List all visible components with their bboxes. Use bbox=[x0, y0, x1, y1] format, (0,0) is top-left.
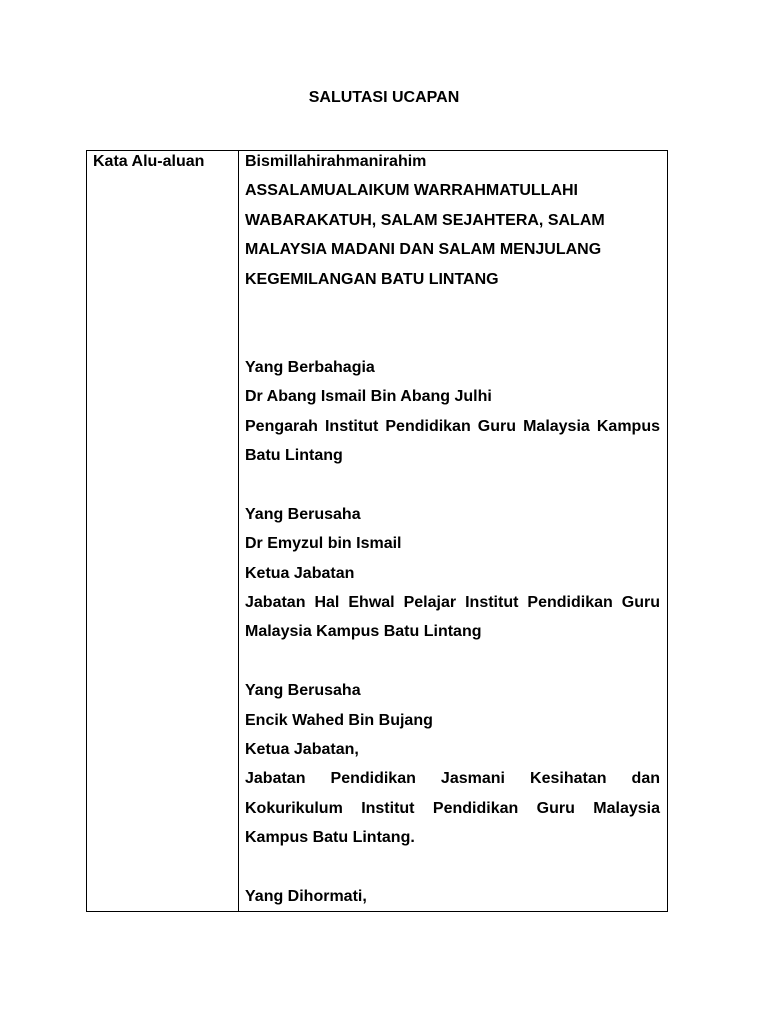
guest1-honorific: Yang Berbahagia bbox=[245, 358, 375, 376]
guest2-position: Jabatan Hal Ehwal Pelajar Institut Pendidikan Guru Malaysia Kampus Batu Lintang bbox=[245, 594, 660, 641]
section-label: Kata Alu-aluan bbox=[93, 153, 205, 170]
guest2-honorific: Yang Berusaha bbox=[245, 505, 361, 523]
guest3-honorific: Yang Berusaha bbox=[245, 682, 361, 700]
spacer bbox=[245, 647, 660, 676]
opening-line-1: Bismillahirahmanirahim bbox=[245, 153, 427, 170]
guest4-honorific: Yang Dihormati, bbox=[245, 888, 367, 906]
guest3-title: Ketua Jabatan, bbox=[245, 741, 359, 759]
guest2-title: Ketua Jabatan bbox=[245, 564, 355, 582]
content-column bbox=[239, 151, 667, 911]
guest2-name: Dr Emyzul bin Ismail bbox=[245, 535, 402, 553]
guest1-position: Pengarah Institut Pendidikan Guru Malaysia Kampus Batu Lintang bbox=[245, 417, 660, 465]
spacer bbox=[245, 470, 660, 499]
spacer bbox=[245, 294, 660, 353]
opening-line-3: WABARAKATUH, SALAM SEJAHTERA, SALAM bbox=[245, 211, 605, 229]
opening-line-4: MALAYSIA MADANI DAN SALAM MENJULANG bbox=[245, 241, 602, 259]
opening-line-5: KEGEMILANGAN BATU LINTANG bbox=[245, 270, 499, 288]
page-title: SALUTASI UCAPAN bbox=[308, 89, 460, 106]
guest3-name: Encik Wahed Bin Bujang bbox=[245, 711, 433, 729]
guest1-name: Dr Abang Ismail Bin Abang Julhi bbox=[245, 388, 492, 406]
opening-line-2: ASSALAMUALAIKUM WARRAHMATULLAHI bbox=[245, 182, 578, 200]
guest3-position: Jabatan Pendidikan Jasmani Kesihatan dan Kokurikulum Institut Pendidikan Guru Malaysia Kampus Batu Lintang. bbox=[245, 770, 660, 847]
salutation-table bbox=[86, 150, 668, 912]
spacer bbox=[245, 853, 660, 882]
label-column bbox=[87, 151, 239, 911]
